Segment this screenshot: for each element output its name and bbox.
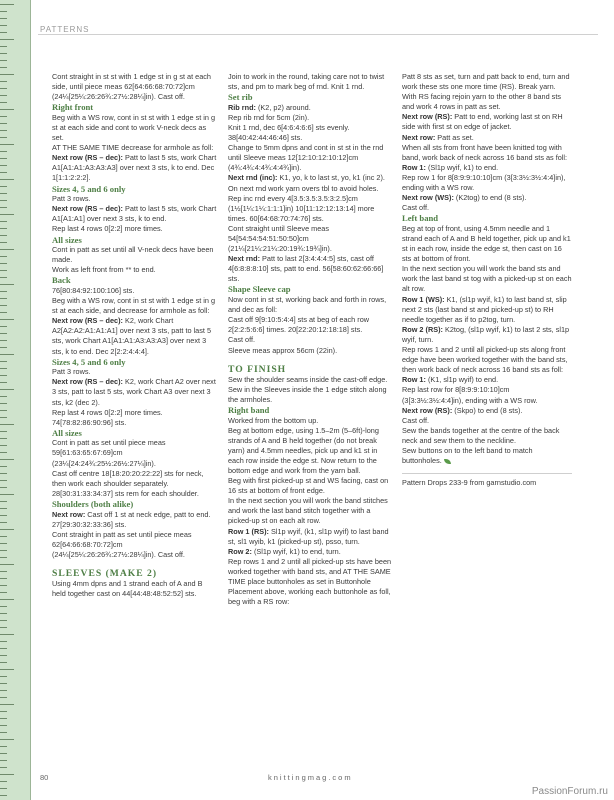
ruler-tick xyxy=(0,487,7,488)
instruction xyxy=(402,295,572,325)
ruler-tick xyxy=(0,270,7,271)
ruler-tick xyxy=(0,438,7,439)
instruction-label: Row 1: xyxy=(402,375,426,385)
heading-sizes: Sizes 4, 5 and 6 only xyxy=(52,356,126,367)
ruler-tick xyxy=(0,466,7,467)
ruler-tick xyxy=(0,788,7,789)
ruler-tick xyxy=(0,648,7,649)
ruler-tick xyxy=(0,760,7,761)
paragraph: In the next section you will work the band sts and work the last band st tog with a picked-up st on each alt row. xyxy=(402,264,572,294)
instruction xyxy=(52,204,218,224)
heading-back: Back xyxy=(52,275,71,286)
ruler-tick xyxy=(0,277,7,278)
instruction xyxy=(402,163,572,173)
instruction-label: Next row: xyxy=(52,509,86,519)
ruler-tick xyxy=(0,368,7,369)
instruction-label: Next row (RS – dec): xyxy=(52,153,123,163)
ruler-tick xyxy=(0,179,14,180)
column-1 xyxy=(52,72,218,599)
instruction-label: Next row (RS – dec): xyxy=(52,316,123,326)
instruction xyxy=(402,133,572,143)
instruction-text: K1, (sl1p wyif, k1) to last band st, slip next 2 sts (last band st and picked-up st) to RH needle together as if to p2tog, turn. xyxy=(402,294,567,324)
ruler-tick xyxy=(0,620,7,621)
ruler-tick xyxy=(0,508,7,509)
instruction-text: K2tog, (sl1p wyif, k1) to last 2 sts, sl1p wyif, turn. xyxy=(402,324,570,344)
paragraph: Beg with first picked-up st and WS facing, cast on 16 sts at bottom of front edge. xyxy=(228,476,389,496)
ruler-tick xyxy=(0,130,7,131)
instruction-text: (Skpo) to end (8 sts). xyxy=(452,405,523,415)
page-number: 80 xyxy=(40,773,49,782)
ruler-tick xyxy=(0,172,7,173)
ruler-tick xyxy=(0,718,7,719)
paragraph: Cast off. xyxy=(402,203,430,213)
leaf-end-icon xyxy=(444,459,451,464)
paragraph: Knit 1 rnd, dec 6[4:6:4:6:6] sts evenly. 38[40:42:44:46:46] sts. xyxy=(228,122,350,143)
ruler-tick xyxy=(0,767,7,768)
paragraph: Beg with a WS row, cont in st st with 1 edge st in g st at each side and cont to work V-neck decs as set. xyxy=(52,112,216,143)
ruler-tick xyxy=(0,347,7,348)
instruction-text: K2, work Chart A2 over next 3 sts, patt to last 5 sts, work Chart A3 over next 3 sts, k2 (dec 2). xyxy=(52,377,216,407)
instruction xyxy=(52,316,218,356)
ruler-tick xyxy=(0,627,7,628)
instruction-label: Row 2 (RS): xyxy=(402,324,443,334)
ruler-tick xyxy=(0,403,7,404)
ruler-tick xyxy=(0,249,14,250)
ruler-tick xyxy=(0,592,7,593)
ruler-tick xyxy=(0,144,14,145)
instruction-text: Cast off 1 st at neck edge, patt to end. 27[29:30:32:33:36] sts. xyxy=(52,509,211,529)
ruler-tick xyxy=(0,480,7,481)
paragraph: Sew the shoulder seams inside the cast-off edge. xyxy=(228,374,388,384)
ruler-tick xyxy=(0,221,7,222)
ruler-tick xyxy=(0,746,7,747)
ruler-tick xyxy=(0,452,7,453)
ruler-tick xyxy=(0,165,7,166)
section-label: PATTERNS xyxy=(36,25,93,34)
ruler-tick xyxy=(0,123,7,124)
instruction-text: Patt to last 5 sts, work Chart A1[A1:A1:A3:A3:A3] over next 3 sts, k to end. Dec 1[1:1:2:2:2]. xyxy=(52,153,217,183)
ruler-tick xyxy=(0,641,7,642)
ruler-tick xyxy=(0,459,14,460)
ruler-tick xyxy=(0,102,7,103)
paragraph: AT THE SAME TIME decrease for armhole as foll: xyxy=(52,143,214,153)
paragraph: Now cont in st st, working back and forth in rows, and dec as foll: xyxy=(228,295,387,315)
ruler-tick xyxy=(0,235,7,236)
ruler-tick xyxy=(0,564,14,565)
instruction-text: Patt to end, working last st on RH side with first st on edge of jacket. xyxy=(402,112,563,132)
ruler-tick xyxy=(0,137,7,138)
heading-to-finish: TO FINISH xyxy=(228,363,287,375)
paragraph: With RS facing rejoin yarn to the other 8 band sts and work 4 rows in patt as set. xyxy=(402,92,561,112)
paragraph: Beg with a WS row, cont in st st with 1 edge st in g st at each side, and decrease for armhole as foll: xyxy=(52,296,216,316)
ruler-tick xyxy=(0,697,7,698)
column-2 xyxy=(228,72,394,607)
paragraph: Rep inc rnd every 4[3.5:3.5:3.5:3:2.5]cm (1½[1¼:1¼:1:1:1]in) 10[11:12:12:13:14] more times. 60[64:68:70:74:76] sts. xyxy=(228,193,375,223)
ruler-tick xyxy=(0,4,14,5)
instruction-label: Row 1 (WS): xyxy=(402,294,445,304)
ruler-tick xyxy=(0,585,7,586)
ruler-tick xyxy=(0,109,14,110)
instruction xyxy=(52,377,218,407)
ruler-tick xyxy=(0,410,7,411)
instruction xyxy=(402,375,572,385)
ruler-tick xyxy=(0,536,7,537)
heading-sleeve-cap: Shape Sleeve cap xyxy=(228,284,291,295)
ruler-tick xyxy=(0,354,14,355)
instruction-label: Next row: xyxy=(402,132,436,142)
paragraph: Join to work in the round, taking care not to twist sts, and pm to mark beg of rnd. Knit 1 rnd. xyxy=(228,72,385,92)
ruler-tick xyxy=(0,431,7,432)
paragraph: Rep last row for 8[8:9:9:10:10]cm (3[3:3½:3½:4:4]in), ending with a WS row. xyxy=(402,385,538,405)
ruler-tick xyxy=(0,382,7,383)
ruler-tick xyxy=(0,501,7,502)
ruler-tick xyxy=(0,634,14,635)
ruler-tick xyxy=(0,32,7,33)
ruler-tick xyxy=(0,375,7,376)
ruler-tick xyxy=(0,228,7,229)
ruler-tick xyxy=(0,711,7,712)
ruler-tick xyxy=(0,340,7,341)
instruction-label: Next row (RS – dec): xyxy=(52,377,123,387)
ruler-tick xyxy=(0,186,7,187)
heading-left-band: Left band xyxy=(402,213,439,224)
ruler-tick xyxy=(0,74,14,75)
paragraph-end xyxy=(402,446,572,466)
ruler-tick xyxy=(0,606,7,607)
pattern-credit: Pattern Drops 233-9 from garnstudio.com xyxy=(402,478,537,488)
paragraph: Change to 5mm dpns and cont in st st in the rnd until Sleeve meas 12[12:10:12:10:12]cm (4¾:4¾:4:4¾:4:4¾]in). xyxy=(228,143,384,173)
ruler-tick xyxy=(0,781,7,782)
ruler-tick xyxy=(0,704,14,705)
instruction-text: (K2tog) to end (8 sts). xyxy=(453,193,527,203)
heading-sizes: Sizes 4, 5 and 6 only xyxy=(52,183,126,194)
instruction-label: Next row (RS – dec): xyxy=(52,204,123,214)
ruler-tick xyxy=(0,578,7,579)
paragraph: Rep rows 1 and 2 until all picked-up sts along front edge have been worked together with the band sts, then work back of neck across 16 band sts as foll: xyxy=(402,345,568,375)
ruler-tick xyxy=(0,291,7,292)
instruction-label: Row 2: xyxy=(228,546,252,556)
ruler-tick xyxy=(0,655,7,656)
instruction-text: (K1, sl1p wyif) to end. xyxy=(425,375,499,385)
instruction-text: (Sl1p wyif, k1) to end. xyxy=(425,162,499,172)
paragraph: In the next section you will work the band stitches and work the last band stitch together with a picked-up st on each alt row. xyxy=(228,496,388,526)
ruler-tick xyxy=(0,795,7,796)
instruction-label: Row 1: xyxy=(402,162,426,172)
ruler-tick xyxy=(0,242,7,243)
ruler-tick xyxy=(0,389,14,390)
instruction-label: Next rnd (inc): xyxy=(228,173,278,183)
watermark: PassionForum.ru xyxy=(531,786,608,797)
ruler-tick xyxy=(0,445,7,446)
paragraph: Rep last 4 rows 0[2:2] more times. xyxy=(52,224,163,234)
ruler-tick xyxy=(0,725,7,726)
instruction-text: Patt to last 5 sts, work Chart A1[A1:A1] over next 3 sts, k to end. xyxy=(52,204,217,224)
ruler-tick xyxy=(0,557,7,558)
instruction xyxy=(402,325,572,345)
header-rule xyxy=(38,34,598,35)
ruler-tick xyxy=(0,326,7,327)
ruler-tick xyxy=(0,319,14,320)
paragraph: Sew in the Sleeves inside the 1 edge stitch along the armholes. xyxy=(228,384,387,404)
paragraph: Sleeve meas approx 56cm (22in). xyxy=(228,345,338,355)
ruler-tick xyxy=(0,669,14,670)
ruler-tick xyxy=(0,284,14,285)
ruler-tick xyxy=(0,473,7,474)
paragraph: Rep last 4 rows 0[2:2] more times. xyxy=(52,407,163,417)
heading-shoulders: Shoulders (both alike) xyxy=(52,498,134,509)
paragraph: Worked from the bottom up. xyxy=(228,415,319,425)
ruler-tick xyxy=(0,753,7,754)
ruler-tick xyxy=(0,67,7,68)
ruler-tick xyxy=(0,774,14,775)
paragraph: 74[78:82:86:90:96] sts. xyxy=(52,417,127,427)
paragraph: Cont straight until Sleeve meas 54[54:54:54:51:50:50]cm (21¼[21¼:21¼:20:19¾:19¾]in). xyxy=(228,223,332,254)
ruler-tick xyxy=(0,550,7,551)
ruler-tick xyxy=(0,298,7,299)
instruction xyxy=(52,510,218,530)
ruler-tick xyxy=(0,396,7,397)
ruler-tick xyxy=(0,81,7,82)
column-3 xyxy=(402,72,572,488)
ruler-tick xyxy=(0,214,14,215)
ruler-tick xyxy=(0,263,7,264)
ruler-tick xyxy=(0,46,7,47)
paragraph: Cont in patt as set until all V-neck decs have been made. xyxy=(52,245,214,265)
instruction-label: Rib rnd: xyxy=(228,102,256,112)
paragraph: Cast off centre 18[18:20:20:22:22] sts for neck, then work each shoulder separately. 28[30:31:33:34:37] sts rem for each shoulder. xyxy=(52,468,204,498)
ruler-tick xyxy=(0,333,7,334)
ruler-tick xyxy=(0,676,7,677)
instruction xyxy=(228,254,394,284)
instruction xyxy=(228,103,394,113)
ruler-tick xyxy=(0,529,14,530)
paragraph: Cont straight in st st with 1 edge st in g st at each side, until piece meas 62[64:66:68:70:72]cm (24¼[25¼:26:26¾:27½:28¼]in). Cast off. xyxy=(52,72,211,102)
paragraph: Cont straight in patt as set until piece meas 62[64:66:68:70:72]cm (24¼[25¼:26:26¾:27½:28¼]in). Cast off. xyxy=(52,529,192,559)
instruction xyxy=(402,193,572,203)
ruler-tick xyxy=(0,305,7,306)
ruler-tick xyxy=(0,312,7,313)
ruler-tick xyxy=(0,116,7,117)
paragraph: Patt 3 rows. xyxy=(52,367,91,377)
ruler-tick xyxy=(0,515,7,516)
ruler-tick xyxy=(0,690,7,691)
paragraph: Rep rows 1 and 2 until all picked-up sts have been worked together with band sts, and AT THE SAME TIME place buttonholes as set in Buttonhole Placement above, working each buttonhole as foll, beg with a RS row: xyxy=(228,556,392,607)
ruler-tick xyxy=(0,613,7,614)
ruler-tick xyxy=(0,88,7,89)
instruction xyxy=(402,406,572,416)
ruler-tick xyxy=(0,543,7,544)
paragraph: Work as left front from ** to end. xyxy=(52,265,156,275)
ruler-tick xyxy=(0,732,7,733)
ruler-tick xyxy=(0,18,7,19)
heading-all-sizes: All sizes xyxy=(52,234,82,245)
instruction-text: (Sl1p wyif, k1) to end, turn. xyxy=(251,546,341,556)
paragraph: Beg at bottom edge, using 1.5–2m (5–6ft)-long strands of A and B held together (do not break yarn) and 4.5mm needles, pick up and k1 st in each row inside the edge st. Now return to the bottom edge and work from the yarn ball. xyxy=(228,425,379,475)
ruler-tick xyxy=(0,739,14,740)
tape-measure-ruler xyxy=(0,0,31,800)
instruction xyxy=(52,153,218,183)
ruler-tick xyxy=(0,599,14,600)
ruler-tick xyxy=(0,522,7,523)
ruler-tick xyxy=(0,158,7,159)
paragraph: Rep row 1 for 8[8:9:9:10:10]cm (3[3:3½:3½:4:4]in), ending with a WS row. xyxy=(402,172,566,193)
instruction-label: Row 1 (RS): xyxy=(228,526,269,536)
ruler-tick xyxy=(0,256,7,257)
ruler-tick xyxy=(0,25,7,26)
ruler-tick xyxy=(0,39,14,40)
paragraph: Cast off. xyxy=(228,335,256,345)
ruler-tick xyxy=(0,60,7,61)
paragraph: Cont in patt as set until piece meas 59[61:63:65:67:69]cm (23¼[24:24¾:25½:26½:27¼]in). xyxy=(52,438,166,468)
instruction xyxy=(228,173,394,193)
ruler-tick xyxy=(0,494,14,495)
instruction-text: K1, yo, k to last st, yo, k1 (inc 2). On next rnd work yarn overs tbl to avoid holes. xyxy=(228,173,385,193)
ruler-tick xyxy=(0,200,7,201)
paragraph: Patt 3 rows. xyxy=(52,194,91,204)
divider xyxy=(402,473,572,474)
ruler-tick xyxy=(0,683,7,684)
paragraph: Sew the bands together at the centre of the back neck and sew them to the neckline. xyxy=(402,425,560,445)
instruction xyxy=(228,547,394,557)
heading-sleeves: SLEEVES (MAKE 2) xyxy=(52,568,158,579)
ruler-tick xyxy=(0,151,7,152)
instruction-text: Patt to last 2[3:4:4:4:5] sts, cast off 4[6:8:8:8:10] sts, patt to end. 56[58:60:62:66:66] sts. xyxy=(228,254,384,284)
instruction xyxy=(402,112,572,132)
instruction xyxy=(228,527,394,547)
ruler-tick xyxy=(0,207,7,208)
heading-set-rib: Set rib xyxy=(228,92,253,103)
heading-right-band: Right band xyxy=(228,404,270,415)
instruction-text: Patt as set. xyxy=(435,132,474,142)
paragraph: Beg at top of front, using 4.5mm needle and 1 strand each of A and B held together, pick up and k1 st in each row, inside the edge st, then cast on 16 sts at bottom of front. xyxy=(402,223,571,264)
instruction-label: Next row (WS): xyxy=(402,193,454,203)
ruler-tick xyxy=(0,571,7,572)
ruler-tick xyxy=(0,193,7,194)
ruler-tick xyxy=(0,361,7,362)
instruction-label: Next rnd: xyxy=(228,254,261,264)
ruler-tick xyxy=(0,11,7,12)
instruction-text: (K2, p2) around. xyxy=(255,102,311,112)
heading-all-sizes: All sizes xyxy=(52,427,82,438)
paragraph: When all sts from front have been knitted tog with band, work back of neck across 16 band sts as foll: xyxy=(402,142,568,162)
ruler-tick xyxy=(0,53,7,54)
heading-right-front: Right front xyxy=(52,102,94,113)
instruction-label: Next row (RS): xyxy=(402,112,453,122)
paragraph: 76[80:84:92:100:106] sts. xyxy=(52,285,135,295)
instruction-text: K2, work Chart A2[A2:A2:A1:A1:A1] over next 3 sts, patt to last 5 sts, work Chart A1[A1:A1:A3:A3:A3] over next 3 sts, k to end. Dec 2[2:2:4:4:4]. xyxy=(52,316,211,356)
footer-site: knittingmag.com xyxy=(268,773,353,782)
ruler-tick xyxy=(0,662,7,663)
paragraph: Using 4mm dpns and 1 strand each of A and B held together cast on 44[44:48:48:52:52] sts. xyxy=(52,579,203,599)
paragraph: Cast off. xyxy=(402,415,430,425)
ruler-tick xyxy=(0,424,14,425)
instruction-label: Next row (RS): xyxy=(402,405,453,415)
paragraph: Sew buttons on to the left band to match buttonholes. xyxy=(402,445,533,466)
ruler-tick xyxy=(0,417,7,418)
paragraph: Patt 8 sts as set, turn and patt back to end, turn and work these sts one more time (RS). Break yarn. xyxy=(402,72,570,92)
ruler-tick xyxy=(0,95,7,96)
instruction-text: Sl1p wyif, (k1, sl1p wyif) to last band st, sl1 wyib, k1 (picked-up st), psso, turn. xyxy=(228,526,389,546)
paragraph: Rep rib rnd for 5cm (2in). xyxy=(228,112,310,122)
paragraph: Cast off 9[9:10:5:4:4] sts at beg of each row 2[2:2:5:6:6] times. 20[22:20:12:18:18] sts. xyxy=(228,315,370,335)
